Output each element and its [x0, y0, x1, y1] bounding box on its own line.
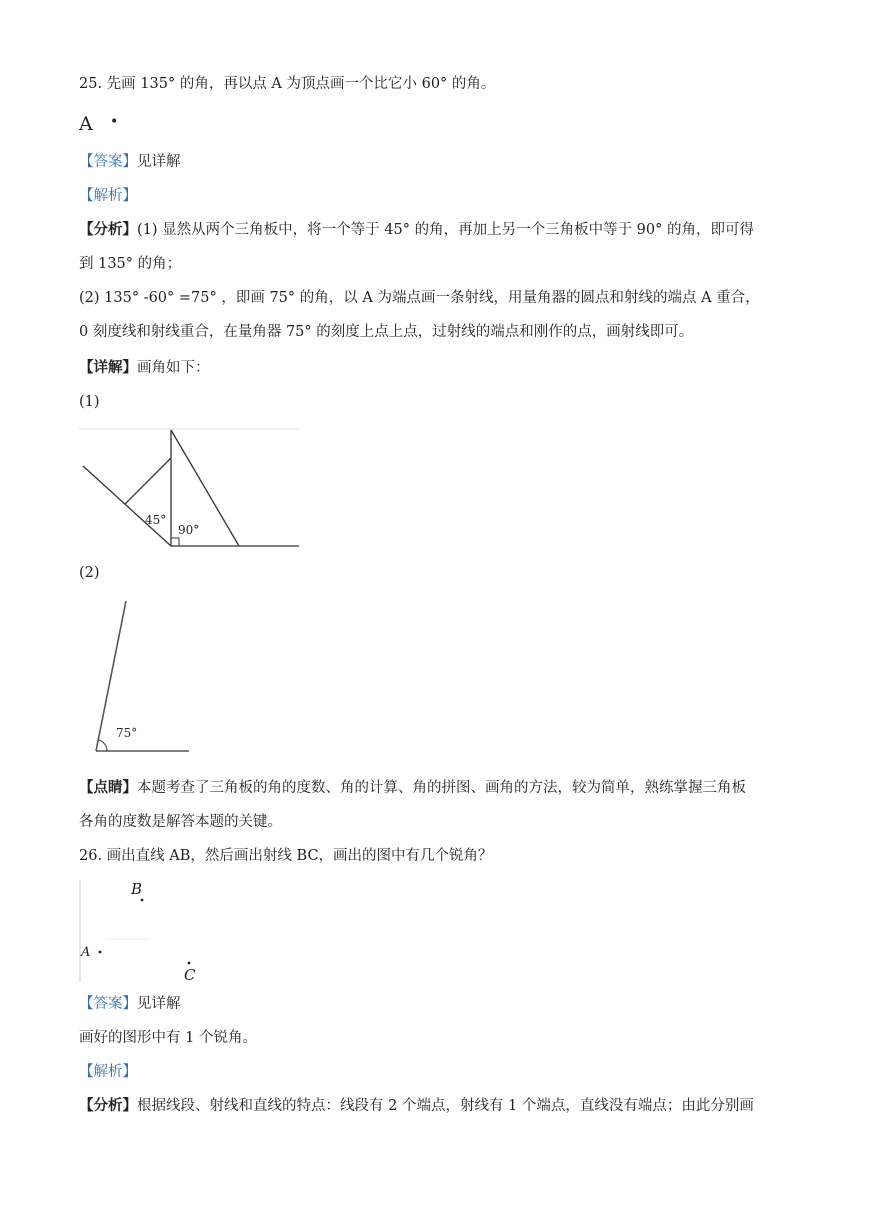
q25-dianjing-line2: 各角的度数是解答本题的关键。 — [79, 814, 282, 830]
q25-figure-point-a — [79, 113, 119, 135]
q25-title: 25. 先画 135° 的角，再以点 A 为顶点画一个比它小 60° 的角。 — [79, 76, 496, 92]
point-c-label: C — [184, 966, 196, 984]
triangle-45-edge — [125, 458, 171, 504]
detail-text: 画角如下： — [137, 360, 210, 376]
q25-fenxi-line4: 0 刻度线和射线重合，在量角器 75° 的刻度上点上点，过射线的端点和刚作的点，画射线即可。 — [79, 324, 694, 340]
fenxi-text-1: 根据线段、射线和直线的特点：线段有 2 个端点，射线有 1 个端点，直线没有端点；由此分别画 — [137, 1098, 754, 1114]
fenxi-text-1: (1) 显然从两个三角板中，将一个等于 45° 的角，再加上另一个三角板中等于 90° 的角，即可得 — [137, 222, 754, 238]
q26-title: 26. 画出直线 AB，然后画出射线 BC，画出的图中有几个锐角？ — [79, 848, 493, 864]
q26-figure-points — [79, 878, 209, 984]
angle-45-label: 45° — [145, 513, 167, 527]
fenxi-tag: 【分析】 — [79, 221, 137, 238]
point-a-dot — [99, 951, 102, 954]
q25-part2-label: (2) — [79, 565, 100, 581]
q25-figure-75-angle — [90, 598, 194, 756]
angle-75-label: 75° — [116, 726, 138, 740]
point-a-label: A — [81, 945, 91, 960]
q25-fenxi-line2: 到 135° 的角； — [79, 256, 182, 272]
q25-figure-135-angle — [79, 428, 301, 550]
q25-detail — [79, 358, 210, 378]
point-c-dot — [188, 962, 191, 965]
q25-dianjing-line1 — [79, 778, 746, 798]
point-a-label: A — [79, 113, 93, 135]
q25-answer — [79, 152, 181, 172]
q25-fenxi-line3: (2) 135° -60° =75° ，即画 75° 的角，以 A 为端点画一条射线，用量角器的圆点和射线的端点 A 重合， — [79, 290, 760, 306]
oblique-ray — [83, 466, 171, 546]
answer-text: 见详解 — [137, 154, 181, 170]
right-angle-mark — [171, 538, 179, 546]
fenxi-tag: 【分析】 — [79, 1097, 137, 1114]
angle-90-label: 90° — [178, 523, 200, 537]
answer-tag: 【答案】 — [79, 996, 137, 1012]
point-b-label: B — [131, 880, 143, 898]
angle-arc — [98, 740, 107, 751]
q26-fenxi-line1 — [79, 1096, 754, 1116]
point-a-dot: • — [110, 114, 119, 130]
answer-tag: 【答案】 — [79, 154, 137, 170]
q26-result: 画好的图形中有 1 个锐角。 — [79, 1030, 257, 1046]
q25-part1-label: (1) — [79, 394, 100, 410]
q25-analysis-tag: 【解析】 — [79, 188, 137, 204]
detail-tag: 【详解】 — [79, 359, 137, 376]
dianjing-tag: 【点睛】 — [79, 779, 137, 796]
answer-text: 见详解 — [137, 996, 181, 1012]
q26-analysis-tag: 【解析】 — [79, 1064, 137, 1080]
dianjing-text-1: 本题考查了三角板的角的度数、角的计算、角的拼图、画角的方法，较为简单，熟练掌握三角板 — [137, 780, 746, 796]
q26-answer — [79, 994, 181, 1014]
q25-fenxi-line1 — [79, 220, 754, 240]
point-b-dot — [141, 899, 144, 902]
